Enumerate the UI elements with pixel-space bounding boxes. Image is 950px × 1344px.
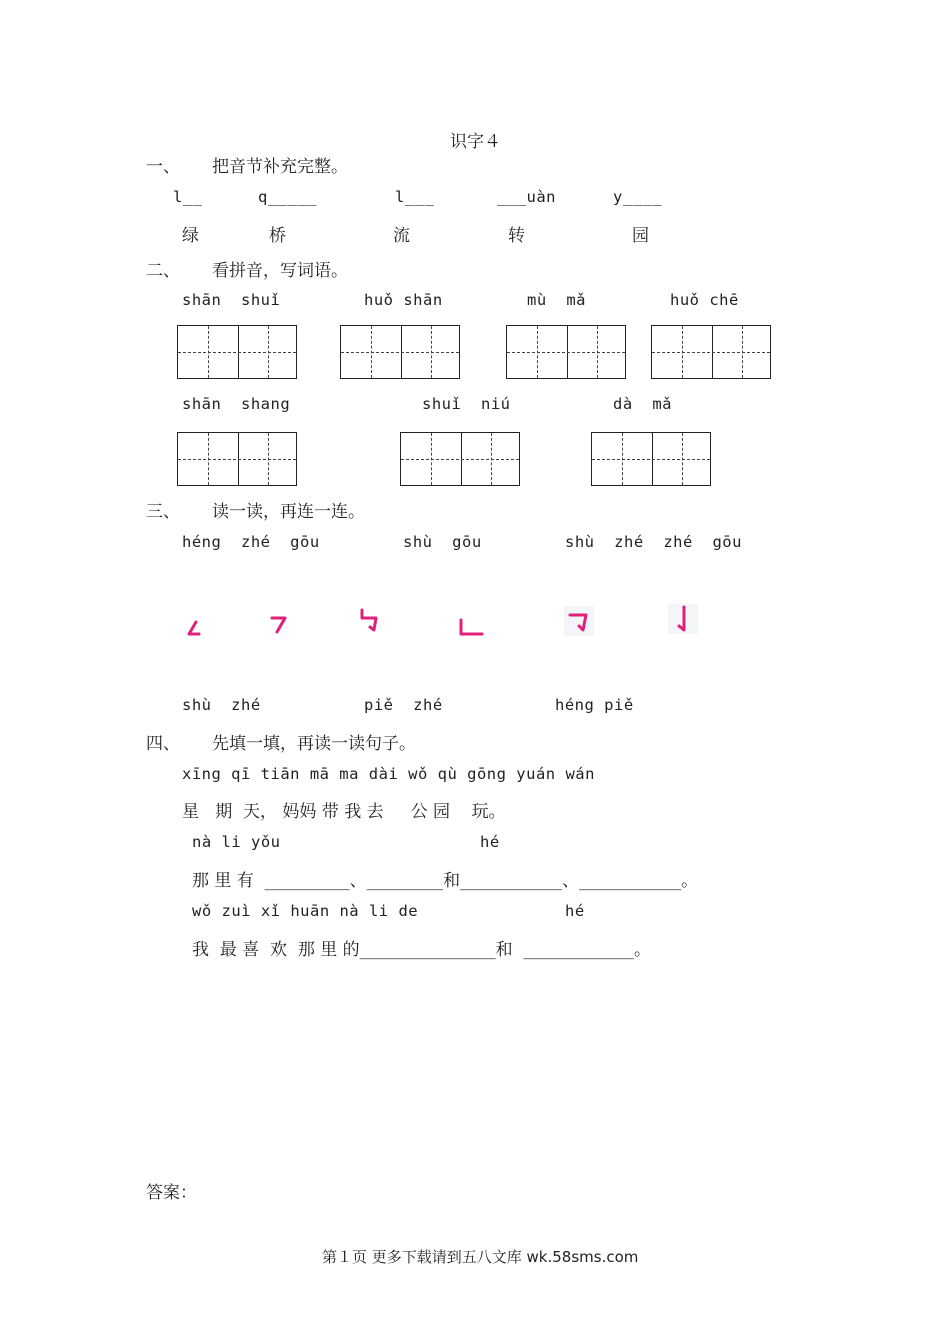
char-3: 流 bbox=[393, 226, 410, 246]
writing-grid[interactable] bbox=[177, 325, 297, 379]
pinyin-word-7: dà mǎ bbox=[613, 395, 672, 413]
pinyin-word-2: huǒ shān bbox=[364, 291, 443, 309]
writing-grid[interactable] bbox=[651, 325, 771, 379]
pinyin-word-6: shuǐ niú bbox=[422, 395, 511, 413]
shu-zhe-stroke-icon bbox=[454, 612, 488, 646]
sentence-3-fill[interactable]: 我 最 喜 欢 那 里 的________________和 _____________。 bbox=[192, 940, 651, 960]
stroke-name-top-2: shù gōu bbox=[403, 533, 482, 551]
syllable-blank-2: q_____ bbox=[258, 188, 317, 206]
syllable-blank-5: y____ bbox=[613, 188, 663, 206]
writing-grid[interactable] bbox=[506, 325, 626, 379]
shu-gou-stroke-icon bbox=[666, 602, 700, 636]
sentence-3-pinyin-he: hé bbox=[565, 902, 585, 920]
section-1-number: 一、 bbox=[146, 157, 180, 177]
char-4: 转 bbox=[508, 226, 525, 246]
answer-label: 答案： bbox=[146, 1183, 197, 1203]
sentence-3-pinyin: wǒ zuì xǐ huān nà li de bbox=[192, 902, 419, 920]
stroke-name-top-3: shù zhé zhé gōu bbox=[565, 533, 742, 551]
section-1-heading: 把音节补充完整。 bbox=[212, 157, 348, 177]
writing-grid[interactable] bbox=[340, 325, 460, 379]
syllable-blank-4: ___uàn bbox=[497, 188, 556, 206]
pinyin-word-5: shān shang bbox=[182, 395, 291, 413]
pinyin-word-3: mù mǎ bbox=[527, 291, 586, 309]
sentence-1: 星 期 天， 妈妈 带 我 去 公 园 玩。 bbox=[182, 802, 506, 822]
heng-pie-stroke-icon bbox=[262, 606, 296, 640]
writing-grid[interactable] bbox=[591, 432, 711, 486]
shu-zhe-zhe-gou-stroke-icon bbox=[354, 604, 388, 638]
sentence-2-pinyin-he: hé bbox=[480, 833, 500, 851]
writing-grid[interactable] bbox=[177, 432, 297, 486]
char-5: 园 bbox=[632, 226, 649, 246]
pinyin-word-4: huǒ chē bbox=[670, 291, 739, 309]
sentence-2-pinyin: nà li yǒu bbox=[192, 833, 281, 851]
syllable-blank-1: l__ bbox=[173, 188, 203, 206]
char-1: 绿 bbox=[182, 226, 199, 246]
section-3-heading: 读一读，再连一连。 bbox=[212, 502, 365, 522]
page-title: 识字４ bbox=[450, 132, 501, 152]
heng-zhe-gou-stroke-icon bbox=[562, 604, 596, 638]
pinyin-word-1: shān shuǐ bbox=[182, 291, 281, 309]
section-2-number: 二、 bbox=[146, 261, 180, 281]
sentence-1-pinyin: xīng qī tiān mā ma dài wǒ qù gōng yuán wán bbox=[182, 765, 595, 783]
syllable-blank-3: l___ bbox=[395, 188, 435, 206]
section-3-number: 三、 bbox=[146, 502, 180, 522]
sentence-2-fill[interactable]: 那 里 有 __________、_________和____________、____________。 bbox=[192, 871, 699, 891]
stroke-name-bottom-3: héng piě bbox=[555, 696, 634, 714]
page-footer: 第１页 更多下载请到五八文库 wk.58sms.com bbox=[322, 1248, 639, 1266]
stroke-name-top-1: héng zhé gōu bbox=[182, 533, 320, 551]
stroke-name-bottom-1: shù zhé bbox=[182, 696, 261, 714]
writing-grid[interactable] bbox=[400, 432, 520, 486]
section-4-heading: 先填一填，再读一读句子。 bbox=[212, 734, 416, 754]
pie-zhe-stroke-icon bbox=[180, 610, 214, 644]
char-2: 桥 bbox=[269, 226, 286, 246]
section-2-heading: 看拼音，写词语。 bbox=[212, 261, 348, 281]
section-4-number: 四、 bbox=[146, 734, 180, 754]
stroke-name-bottom-2: piě zhé bbox=[364, 696, 443, 714]
